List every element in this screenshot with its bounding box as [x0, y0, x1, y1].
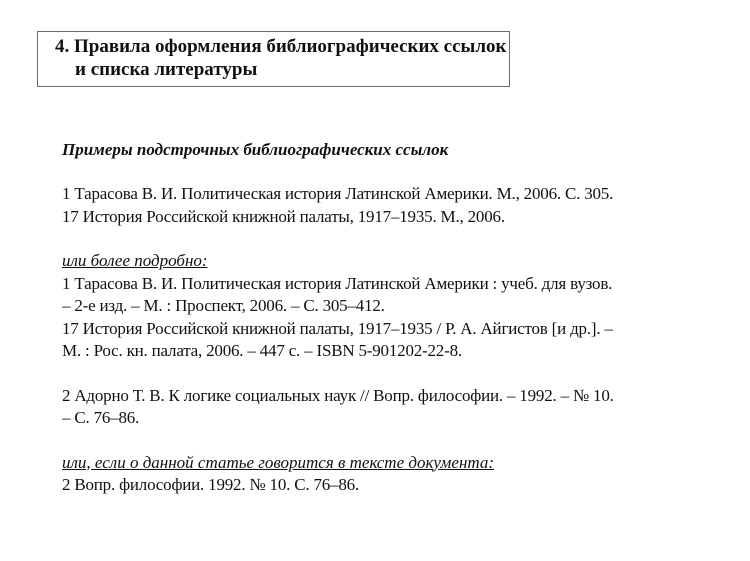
detailed-example-1-line-1: 1 Тарасова В. И. Политическая история Латинской Америки : учеб. для вузов.	[62, 273, 613, 293]
article-example-line-2: – С. 76–86.	[62, 408, 140, 427]
spacer	[62, 363, 722, 385]
detailed-example-2-line-1: 17 История Российской книжной палаты, 1917–1935 / Р. А. Айгистов [и др.]. –	[62, 318, 613, 338]
detailed-label: или более подробно:	[62, 251, 208, 270]
alt-example: 2 Вопр. философии. 1992. № 10. С. 76–86.	[62, 475, 360, 494]
slide-title-box	[37, 31, 510, 87]
short-example-1: 1 Тарасова В. И. Политическая история Латинской Америки. М., 2006. С. 305.	[62, 184, 614, 203]
spacer	[62, 430, 722, 452]
article-example-line-1: 2 Адорно Т. В. К логике социальных наук // Вопр. философии. – 1992. – № 10.	[62, 385, 614, 405]
alt-label: или, если о данной статье говорится в тексте документа:	[62, 452, 495, 472]
section-heading: Примеры подстрочных библиографических ссылок	[62, 140, 449, 159]
detailed-example-2-line-2: М. : Рос. кн. палата, 2006. – 447 с. – ISBN 5-901202-22-8.	[62, 341, 462, 360]
slide-title-line-1: 4. Правила оформления библиографических ссылок	[55, 36, 507, 57]
slide-content	[62, 139, 722, 497]
short-example-2: 17 История Российской книжной палаты, 1917–1935. М., 2006.	[62, 206, 505, 226]
spacer	[62, 228, 722, 250]
slide-title-line-2: и списка литературы	[75, 59, 258, 80]
spacer	[62, 161, 722, 183]
detailed-example-1-line-2: – 2-е изд. – М. : Проспект, 2006. – С. 305–412.	[62, 296, 385, 315]
